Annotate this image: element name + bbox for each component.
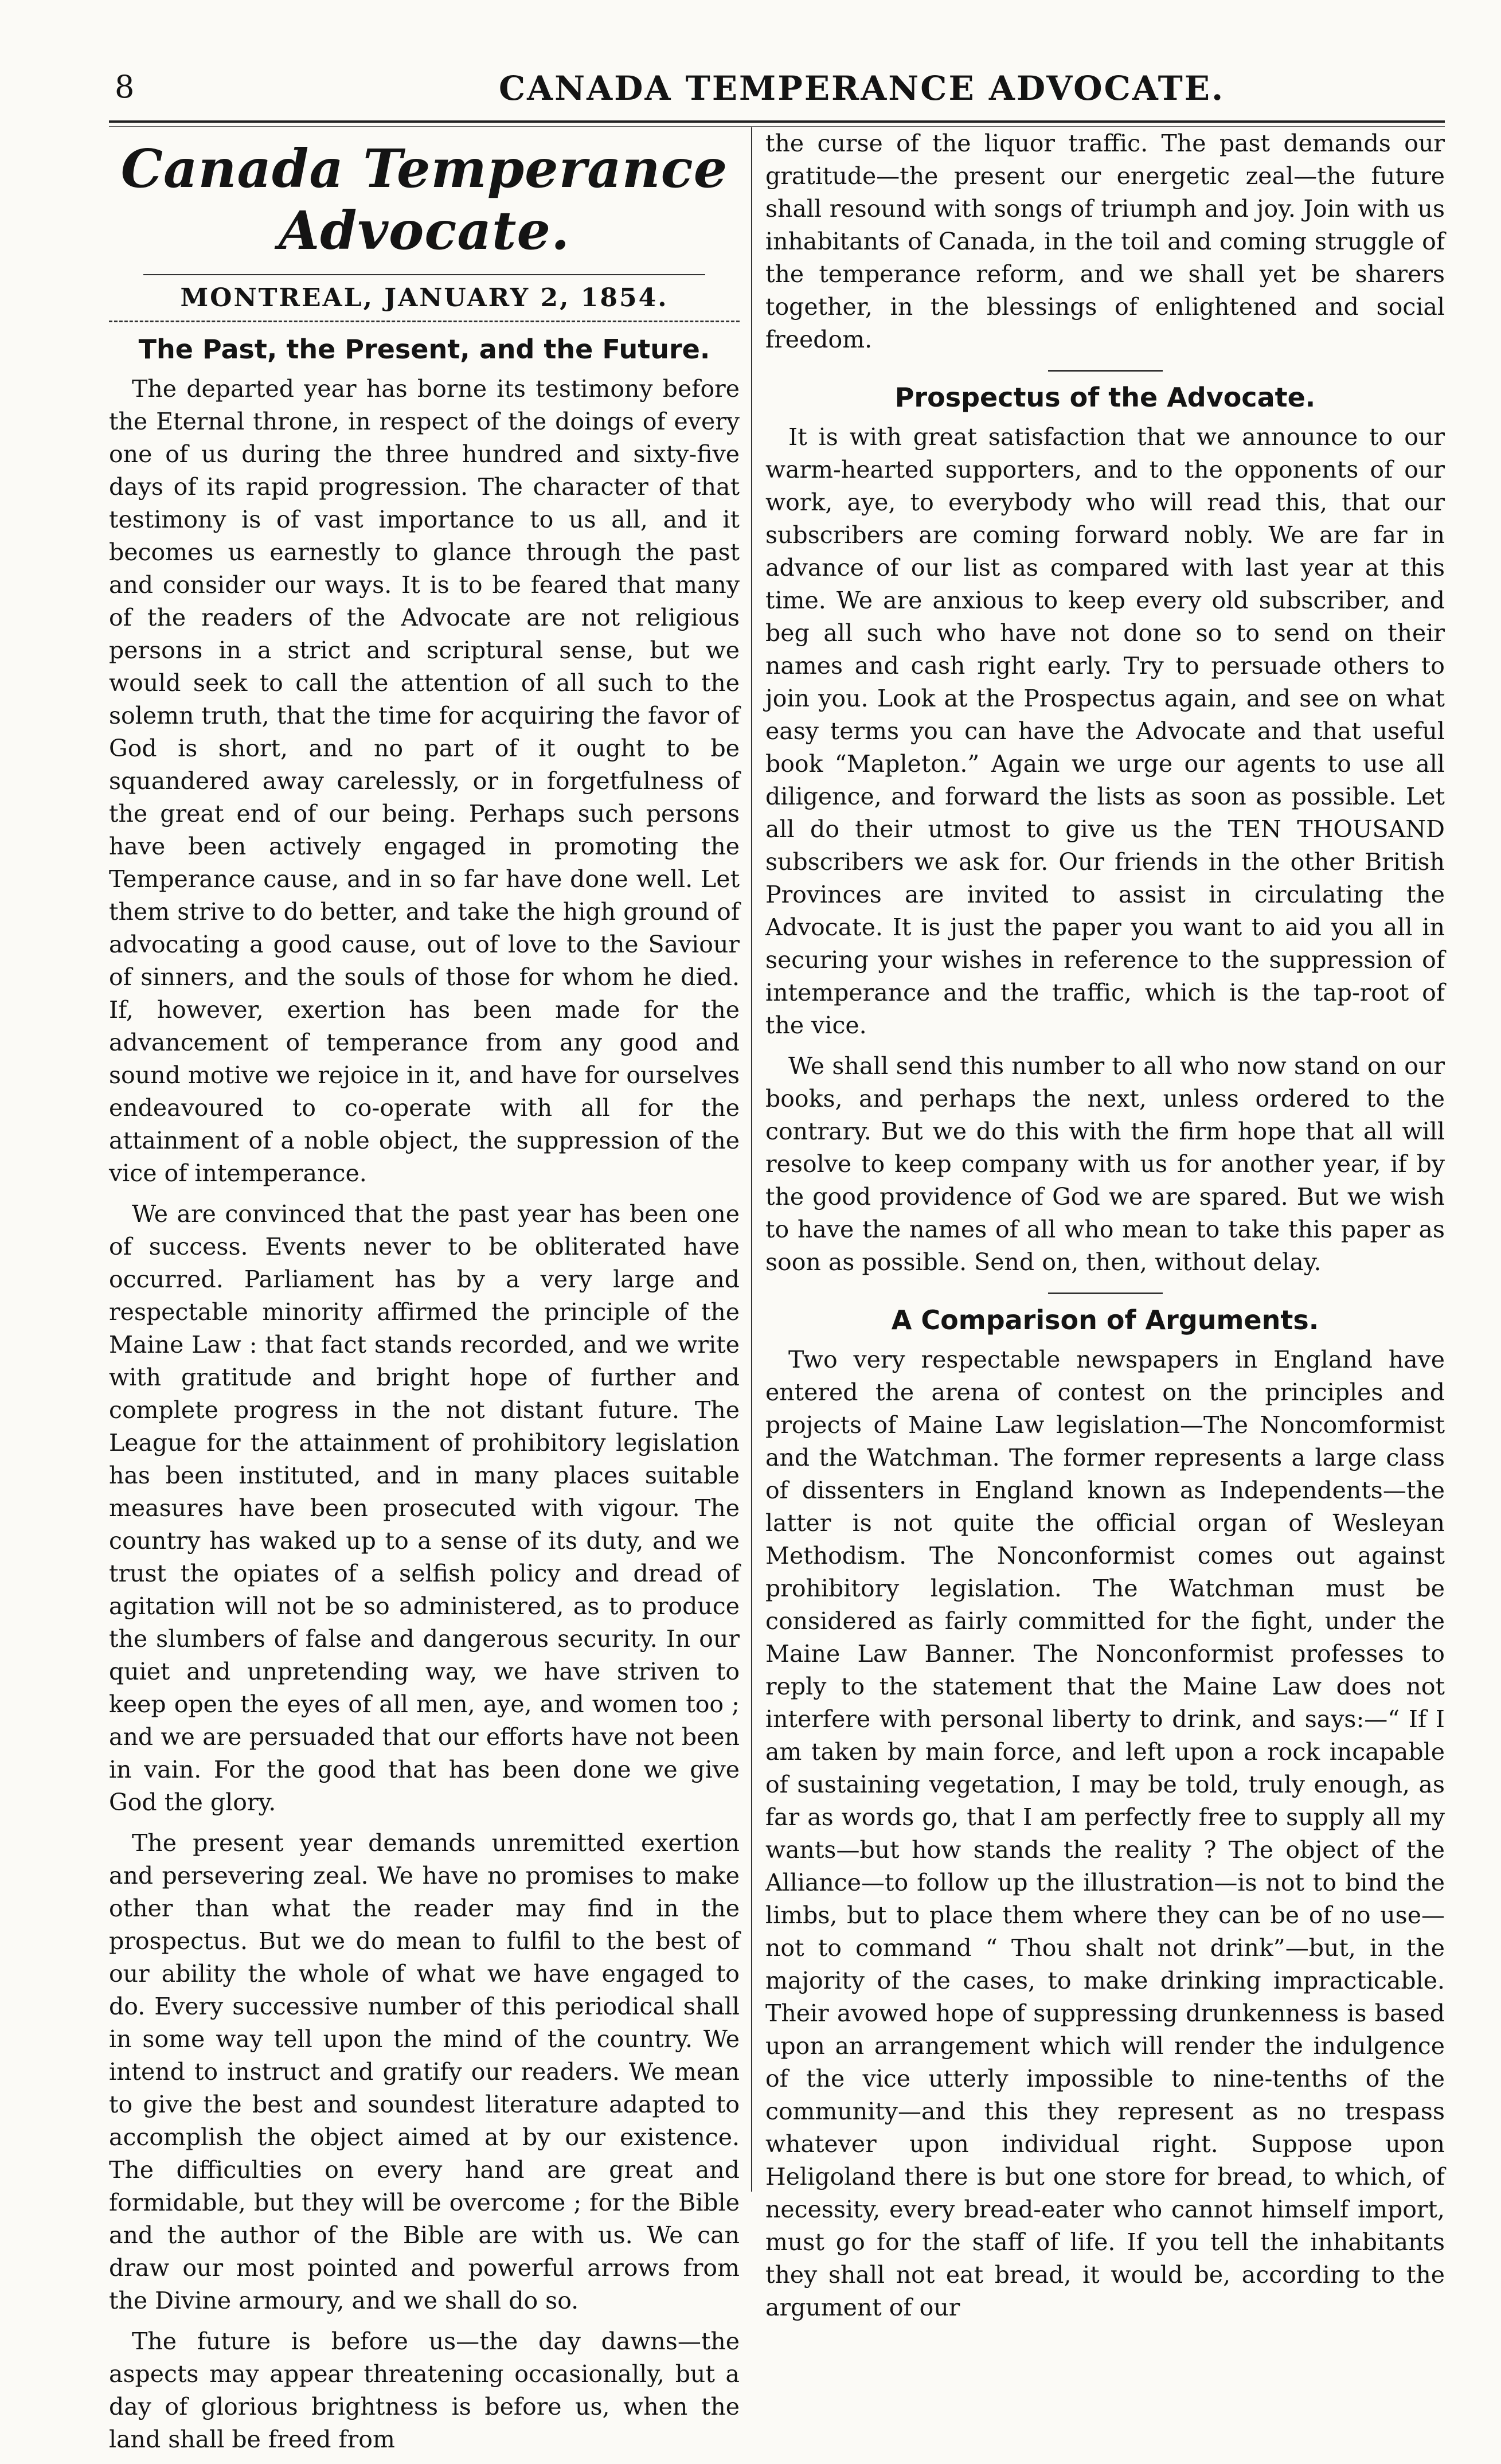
- section-rule: [1048, 1292, 1163, 1294]
- masthead-title: Canada Temperance Advocate.: [120, 138, 728, 261]
- dateline: MONTREAL, JANUARY 2, 1854.: [180, 283, 669, 313]
- ornamental-rule: [109, 321, 740, 322]
- left-column: [109, 132, 740, 2464]
- running-title: CANADA TEMPERANCE ADVOCATE.: [499, 69, 1225, 108]
- article-paragraph: We are convinced that the past year has been one of success. Events never to be obliterated have occurred. Parliament has by a very large and respectable minority affirmed the principle of the Maine Law : that fact stands recorded, and we write with gratitude and bright hope of further and complete progress in the not distant future. The League for the attainment of prohibitory legislation has been instituted, and in many places suitable measures have been prosecuted with vigour. The country has waked up to a sense of its duty, and we trust the opiates of a selfish policy and dread of agitation will not be so administered, as to produce the slumbers of false and dangerous security. In our quiet and unpretending way, we have striven to keep open the eyes of all men, aye, and women too ; and we are persuaded that our efforts have not been in vain. For the good that has been done we give God the glory.: [109, 1200, 740, 1816]
- article-paragraph: It is with great satisfaction that we announce to our warm-hearted supporters, and to the opponents of our work, aye, to everybody who will read this, that our subscribers are coming forward nobly. We are far in advance of our list as compared with last year at this time. We are anxious to keep every old subscriber, and beg all such who have not done so to send on their names and cash right early. Try to persuade others to join you. Look at the Prospectus again, and see on what easy terms you can have the Advocate and that useful book “Mapleton.” Again we urge our agents to use all diligence, and forward the lists as soon as possible. Let all do their utmost to give us the TEN THOUSAND subscribers we ask for. Our friends in the other British Provinces are invited to assist in circulating the Advocate. It is just the paper you want to aid you all in securing your wishes in reference to the suppression of intemperance and the traffic, which is the tap-root of the vice.: [765, 423, 1445, 1039]
- masthead-rule: [143, 274, 705, 275]
- header-rule-thin: [109, 126, 1445, 127]
- article-heading-prospectus: Prospectus of the Advocate.: [894, 382, 1316, 413]
- article-paragraph: The departed year has borne its testimony before the Eternal throne, in respect of the doings of every one of us during the three hundred and sixty-five days of its rapid progression. The character of that testimony is of vast importance to us all, and it becomes us earnestly to glance through the past and consider our ways. It is to be feared that many of the readers of the Advocate are not religious persons in a strict and scriptural sense, but we would seek to call the attention of all such to the solemn truth, that the time for acquiring the favor of God is short, and no part of it ought to be squandered away carelessly, or in forgetfulness of the great end of our being. Perhaps such persons have been actively engaged in promoting the Temperance cause, and in so far have done well. Let them strive to do better, and take the high ground of advocating a good cause, out of love to the Saviour of sinners, and the souls of those for whom he died. If, however, exertion has been made for the advancement of temperance from any good and sound motive we rejoice in it, and have for ourselves endeavoured to co-operate with all for the attainment of a noble object, the suppression of the vice of intemperance.: [109, 375, 740, 1187]
- section-rule: [1048, 370, 1163, 372]
- article-heading-comparison: A Comparison of Arguments.: [891, 1305, 1319, 1336]
- article-paragraph: We shall send this number to all who now stand on our books, and perhaps the next, unless ordered to the contrary. But we do this with the firm hope that all will resolve to keep company with us for another year, if by the good providence of God we are spared. But we wish to have the names of all who mean to take this paper as soon as possible. Send on, then, without delay.: [765, 1052, 1445, 1276]
- article-paragraph: The future is before us—the day dawns—the aspects may appear threatening occasionally, but a day of glorious brightness is before us, when the land shall be freed from: [109, 2328, 740, 2453]
- article-paragraph: The present year demands unremitted exertion and persevering zeal. We have no promises to make other than what the reader may find in the prospectus. But we do mean to fulfil to the best of our ability the whole of what we have engaged to do. Every successive number of this periodical shall in some way tell upon the mind of the country. We intend to instruct and gratify our readers. We mean to give the best and soundest literature adapted to accomplish the object aimed at by our existence. The difficulties on every hand are great and formidable, but they will be overcome ; for the Bible and the author of the Bible are with us. We can draw our most pointed and powerful arrows from the Divine armoury, and we shall do so.: [109, 1829, 740, 2314]
- column-divider: [751, 127, 752, 2192]
- article-paragraph: Two very respectable newspapers in England have entered the arena of contest on the principles and projects of Maine Law legislation—The Noncomformist and the Watchman. The former represents a large class of dissenters in England known as Independents—the latter is not quite the official organ of Wesleyan Methodism. The Nonconformist comes out against prohibitory legislation. The Watchman must be considered as fairly committed for the fight, under the Maine Law Banner. The Nonconformist professes to reply to the statement that the Maine Law does not interfere with personal liberty to drink, and says:—“ If I am taken by main force, and left upon a rock incapable of sustaining vegetation, I may be told, truly enough, as far as words go, that I am perfectly free to supply all my wants—but how stands the reality ? The object of the Alliance—to follow up the illustration—is not to bind the limbs, but to place them where they can be of no use—not to command “ Thou shalt not drink”—but, in the majority of the cases, to make drinking impracticable. Their avowed hope of suppressing drunkenness is based upon an arrangement which will render the indulgence of the vice utterly impossible to nine-tenths of the community—and this they represent as no trespass whatever upon individual right. Suppose upon Heligoland there is but one store for bread, to which, of necessity, every bread-eater who cannot himself import, must go for the staff of life. If you tell the inhabitants they shall not eat bread, it would be, according to the argument of our: [765, 1346, 1445, 2321]
- article-paragraph-continued: the curse of the liquor traffic. The past demands our gratitude—the present our energetic zeal—the future shall resound with songs of triumph and joy. Join with us inhabitants of Canada, in the toil and coming struggle of the temperance reform, and we shall yet be sharers together, in the blessings of enlightened and social freedom.: [765, 130, 1445, 353]
- page-number: 8: [115, 69, 135, 105]
- right-column: [765, 127, 1445, 2332]
- running-head: [0, 0, 1501, 115]
- header-rule: [109, 120, 1445, 123]
- article-heading-past-present-future: The Past, the Present, and the Future.: [138, 334, 710, 365]
